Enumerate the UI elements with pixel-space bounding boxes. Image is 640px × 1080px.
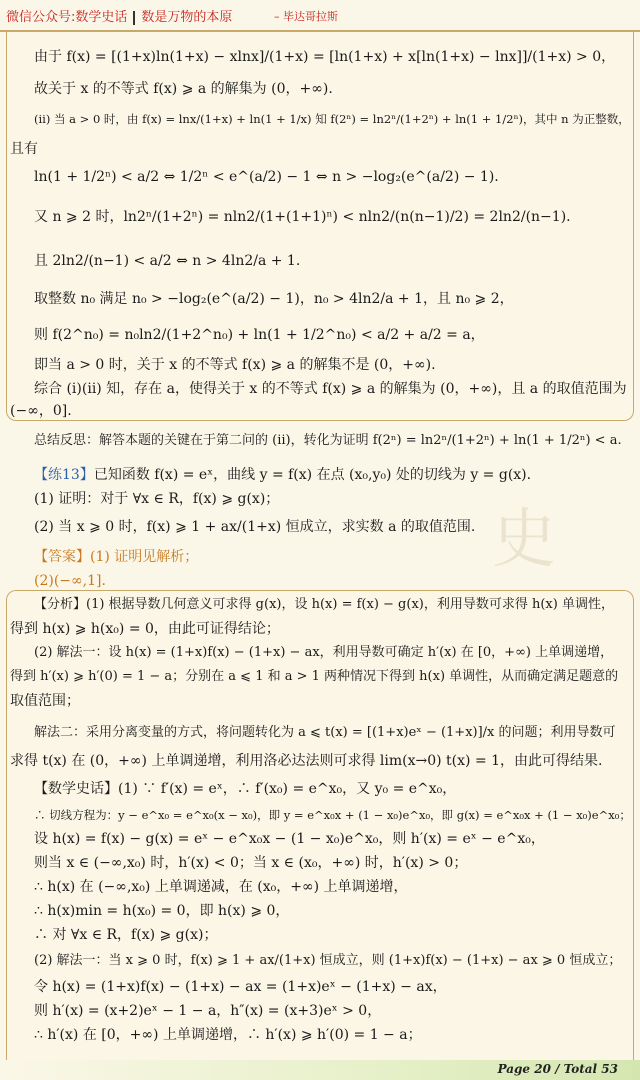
text-line: 取整数 n₀ 满足 n₀ > −log₂(e^(a/2) − 1)，n₀ > 4ln2/a + 1，且 n₀ ⩾ 2， bbox=[34, 291, 514, 307]
text-line: 故关于 x 的不等式 f(x) ⩾ a 的解集为 (0，+∞). bbox=[34, 81, 333, 97]
answer-line-1: 【答案】(1) 证明见解析； bbox=[34, 549, 199, 565]
page-number: Page 20 / Total 53 bbox=[497, 1062, 618, 1076]
text-line: ∴ 切线方程为：y − e^x₀ = e^x₀(x − x₀)，即 y = e^x₀x + (1 − x₀)e^x₀，即 g(x) = e^x₀x + (1 − x₀)e^x₀； bbox=[34, 808, 631, 822]
text-line: 【数学史话】(1) ∵ f′(x) = eˣ，∴ f′(x₀) = e^x₀，又 y₀ = e^x₀， bbox=[34, 781, 457, 797]
text-line: 设 h(x) = f(x) − g(x) = eˣ − e^x₀x − (1 − x₀)e^x₀，则 h′(x) = eˣ − e^x₀， bbox=[34, 831, 545, 847]
page-footer bbox=[0, 1060, 640, 1080]
wechat-label: 微信公众号:数学史话 bbox=[6, 10, 128, 25]
summary-line: 总结反思：解答本题的关键在于第二问的 (ⅱ)，转化为证明 f(2ⁿ) = ln2ⁿ/(1+2ⁿ) + ln(1 + 1/2ⁿ) < a. bbox=[34, 433, 622, 448]
text-line: 【分析】(1) 根据导数几何意义可求得 g(x)，设 h(x) = f(x) − g(x)，利用导数可求得 h(x) 单调性， bbox=[34, 597, 614, 612]
text-line: 又 n ⩾ 2 时，ln2ⁿ/(1+2ⁿ) = nln2/(1+(1+1)ⁿ) < nln2/(n(n−1)/2) = 2ln2/(n−1). bbox=[34, 209, 571, 225]
text-line: ∴ 对 ∀x ∈ R，f(x) ⩾ g(x)； bbox=[34, 927, 218, 943]
exercise-text: 已知函数 f(x) = eˣ，曲线 y = f(x) 在点 (x₀,y₀) 处的切线为 y = g(x). bbox=[93, 467, 532, 483]
text-line: ∴ h(x) 在 (−∞,x₀) 上单调递减，在 (x₀，+∞) 上单调递增， bbox=[34, 879, 408, 895]
text-line: ∴ h′(x) 在 [0，+∞) 上单调递增，∴ h′(x) ⩾ h′(0) = 1 − a； bbox=[34, 1027, 422, 1043]
text-line: 则当 x ∈ (−∞,x₀) 时，h′(x) < 0；当 x ∈ (x₀，+∞) 时，h′(x) > 0； bbox=[34, 855, 468, 871]
text-line: 令 h(x) = (1+x)f(x) − (1+x) − ax = (1+x)eˣ − (1+x) − ax， bbox=[34, 979, 447, 995]
text-line: 即当 a > 0 时，关于 x 的不等式 f(x) ⩾ a 的解集不是 (0，+∞). bbox=[34, 357, 436, 373]
header-title bbox=[6, 6, 232, 25]
text-line: 求得 t(x) 在 (0，+∞) 上单调递增，利用洛必达法则可求得 lim(x→0) t(x) = 1，由此可得结果. bbox=[10, 753, 603, 769]
watermark: 史 bbox=[492, 503, 556, 577]
text-line: 且 2ln2/(n−1) < a/2 ⇔ n > 4ln2/a + 1. bbox=[34, 253, 301, 269]
text-line: 得到 h(x) ⩾ h(x₀) = 0，由此可证得结论； bbox=[10, 621, 280, 637]
text-line: 取值范围； bbox=[10, 693, 80, 709]
text-line: (2) 解法一：当 x ⩾ 0 时，f(x) ⩾ 1 + ax/(1+x) 恒成立，则 (1+x)f(x) − (1+x) − ax ⩾ 0 恒成立； bbox=[34, 953, 622, 968]
header-slogan: 数是万物的本原 bbox=[141, 10, 233, 25]
text-line: 解法二：采用分离变量的方式，将问题转化为 a ⩽ t(x) = [(1+x)eˣ − (1+x)]/x 的问题；利用导数可 bbox=[34, 725, 616, 740]
text-line: 由于 f(x) = [(1+x)ln(1+x) − xlnx]/(1+x) = [ln(1+x) + x[ln(1+x) − lnx]]/(1+x) > 0， bbox=[34, 49, 616, 65]
text-line: 则 h′(x) = (x+2)eˣ − 1 − a，h″(x) = (x+3)eˣ > 0， bbox=[34, 1003, 382, 1019]
text-line: ln(1 + 1/2ⁿ) < a/2 ⇔ 1/2ⁿ < e^(a/2) − 1 ⇔ n > −log₂(e^(a/2) − 1). bbox=[34, 169, 499, 185]
answer-line-2: (2)(−∞,1]. bbox=[34, 573, 106, 589]
text-line: ∴ h(x)min = h(x₀) = 0，即 h(x) ⩾ 0， bbox=[34, 903, 290, 919]
text-line: 得到 h′(x) ⩾ h′(0) = 1 − a；分别在 a ⩽ 1 和 a > 1 两种情况下得到 h(x) 单调性，从而确定满足题意的 bbox=[10, 669, 619, 684]
header-attribution: – 毕达哥拉斯 bbox=[274, 10, 338, 23]
text-line: 则 f(2^n₀) = n₀ln2/(1+2^n₀) + ln(1 + 1/2^n₀) < a/2 + a/2 = a， bbox=[34, 327, 485, 343]
text-line: (−∞，0]. bbox=[10, 403, 72, 419]
exercise-stem bbox=[34, 466, 531, 484]
text-line: 综合 (ⅰ)(ⅱ) 知，存在 a，使得关于 x 的不等式 f(x) ⩾ a 的解集为 (0，+∞)，且 a 的取值范围为 bbox=[34, 381, 627, 397]
text-line: 且有 bbox=[10, 141, 38, 157]
text-line: (ⅱ) 当 a > 0 时，由 f(x) = lnx/(1+x) + ln(1 + 1/x) 知 f(2ⁿ) = ln2ⁿ/(1+2ⁿ) + ln(1 + 1/2ⁿ)，其中 n 为正整数， bbox=[34, 112, 630, 126]
exercise-tag: 【练13】 bbox=[34, 467, 94, 483]
page-header bbox=[0, 0, 640, 32]
exercise-q2: (2) 当 x ⩾ 0 时，f(x) ⩾ 1 + ax/(1+x) 恒成立，求实数 a 的取值范围. bbox=[34, 519, 476, 535]
header-divider bbox=[133, 11, 135, 25]
text-line: (2) 解法一：设 h(x) = (1+x)f(x) − (1+x) − ax，利用导数可确定 h′(x) 在 [0，+∞) 上单调递增， bbox=[34, 645, 614, 660]
exercise-q1: (1) 证明：对于 ∀x ∈ R，f(x) ⩾ g(x)； bbox=[34, 491, 280, 507]
